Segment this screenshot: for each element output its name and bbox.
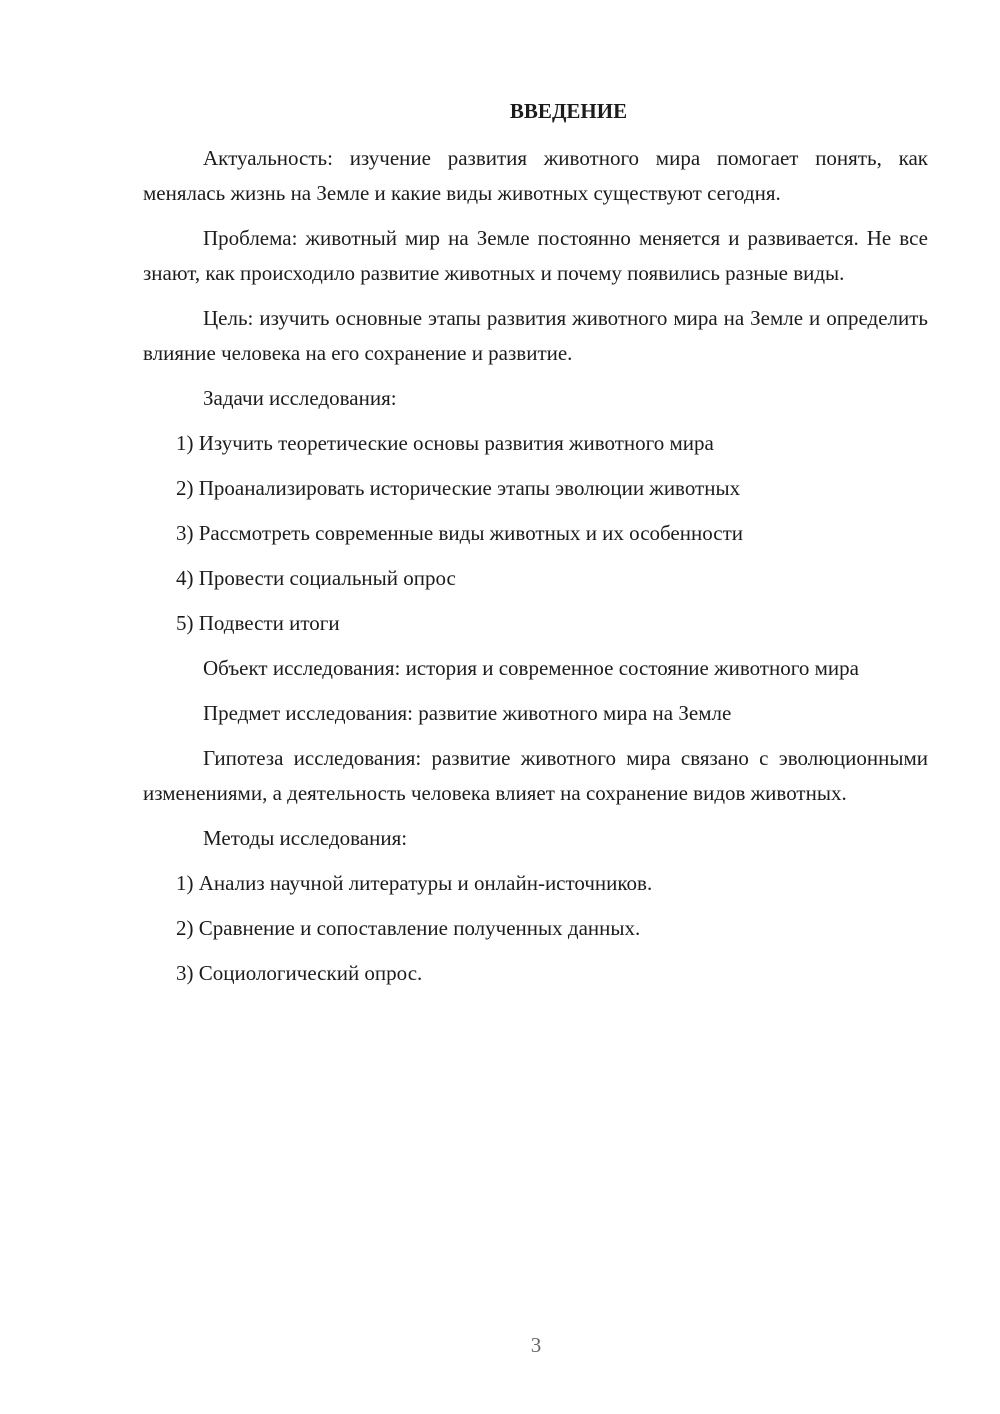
- problem-paragraph: Проблема: животный мир на Земле постоянно меняется и развивается. Не все знают, как происходило развитие животных и почему появились разные виды.: [143, 226, 928, 285]
- methods-heading: Методы исследования:: [203, 826, 408, 850]
- method-item: 3) Социологический опрос.: [176, 961, 423, 985]
- hypothesis-paragraph: Гипотеза исследования: развитие животного мира связано с эволюционными изменениями, а деятельность человека влияет на сохранение видов животных.: [143, 746, 928, 805]
- document-page: [143, 96, 928, 1001]
- task-item: 1) Изучить теоретические основы развития животного мира: [176, 431, 714, 455]
- tasks-heading: Задачи исследования:: [203, 386, 397, 410]
- page-number: 3: [530, 1333, 542, 1357]
- method-item: 2) Сравнение и сопоставление полученных данных.: [176, 916, 641, 940]
- object-paragraph: Объект исследования: история и современное состояние животного мира: [203, 656, 859, 680]
- relevance-paragraph: Актуальность: изучение развития животного мира помогает понять, как менялась жизнь на Земле и какие виды животных существуют сегодня.: [143, 146, 928, 205]
- task-item: 2) Проанализировать исторические этапы эволюции животных: [176, 476, 741, 500]
- document-title: ВВЕДЕНИЕ: [509, 99, 628, 123]
- goal-paragraph: Цель: изучить основные этапы развития животного мира на Земле и определить влияние человека на его сохранение и развитие.: [143, 306, 928, 365]
- method-item: 1) Анализ научной литературы и онлайн-источников.: [176, 871, 653, 895]
- task-item: 5) Подвести итоги: [176, 611, 340, 635]
- task-item: 3) Рассмотреть современные виды животных и их особенности: [176, 521, 743, 545]
- task-item: 4) Провести социальный опрос: [176, 566, 456, 590]
- subject-paragraph: Предмет исследования: развитие животного мира на Земле: [203, 701, 732, 725]
